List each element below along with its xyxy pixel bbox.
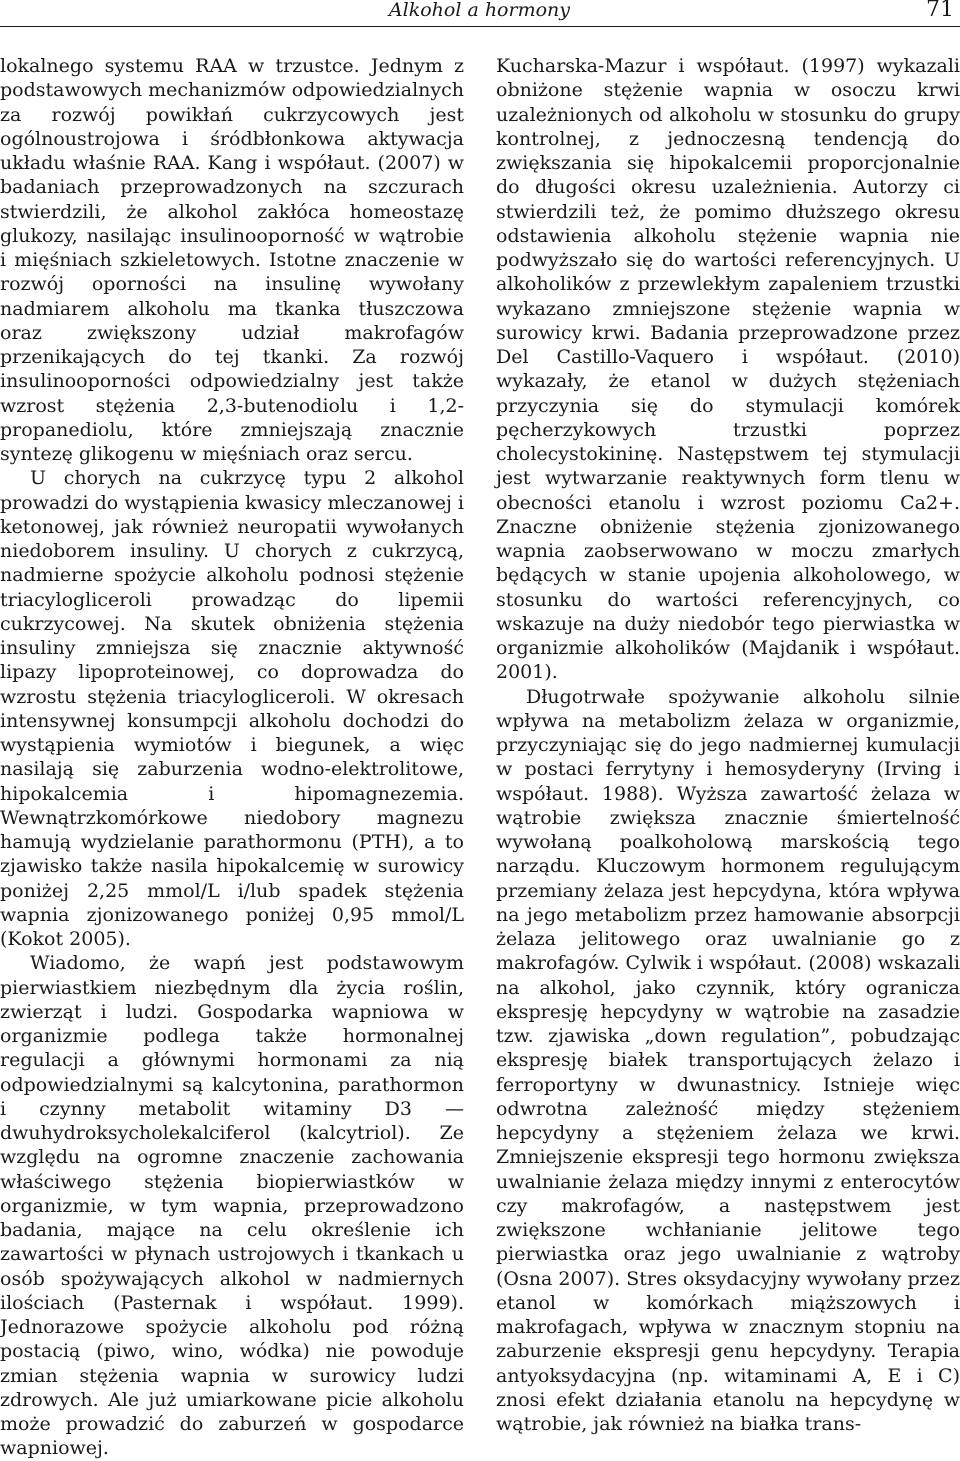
left-paragraph-2: U chorych na cukrzycę typu 2 alkohol prowadzi do wystąpienia kwasicy mleczanowej i ketonowej, jak również neuropatii wywołanych niedoborem insuliny. U chorych z cukrzycą, nadmierne spożycie alkoholu podnosi stężenie triacylogliceroli prowadząc do lipemii cukrzycowej. Na skutek obniżenia stężenia insuliny zmniejsza się znacznie aktywność lipazy lipoproteinowej, co doprowadza do wzrostu stężenia triacylogliceroli. W okresach intensywnej konsumpcji alkoholu dochodzi do wystąpienia wymiotów i biegunek, a więc nasilają się zaburzenia wodno-elektrolitowe, hipokalcemia i hipomagnezemia. Wewnątrzkomórkowe niedobory magnezu hamują wydzielanie parathormonu (PTH), a to zjawisko także nasila hipokalcemię w surowicy poniżej 2,25 mmol/L i/lub spadek stężenia wapnia zjonizowanego poniżej 0,95 mmol/L (Kokot 2005).	[0, 467, 464, 950]
running-title: Alkohol a hormony	[388, 0, 570, 21]
page-number: 71	[926, 0, 954, 22]
right-column	[496, 54, 960, 1436]
header-rule	[0, 26, 960, 27]
right-paragraph-1: Kucharska-Mazur i współaut. (1997) wykazali obniżone stężenie wapnia w osoczu krwi uzależnionych od alkoholu w stosunku do grupy kontrolnej, z jednoczesną tendencją do zwiększania się hipokalcemii proporcjonalnie do długości okresu uzależnienia. Autorzy ci stwierdzili też, że pomimo dłuższego okresu odstawienia alkoholu stężenie wapnia nie podwyższało się do wartości referencyjnych. U alkoholików z przewlekłym zapaleniem trzustki wykazano zmniejszone stężenie wapnia w surowicy krwi. Badania przeprowadzone przez Del Castillo-Vaquero i współaut. (2010) wykazały, że etanol w dużych stężeniach przyczynia się do stymulacji komórek pęcherzykowych trzustki poprzez cholecystokininę. Następstwem tej stymulacji jest wytwarzanie reaktywnych form tlenu w obecności etanolu i wzrost poziomu Ca2+. Znaczne obniżenie stężenia zjonizowanego wapnia zaobserwowano w moczu zmarłych będących w stanie upojenia alkoholowego, w stosunku do wartości referencyjnych, co wskazuje na duży niedobór tego pierwiastka w organizmie alkoholików (Majdanik i współaut. 2001).	[496, 55, 960, 684]
right-paragraph-2: Długotrwałe spożywanie alkoholu silnie wpływa na metabolizm żelaza w organizmie, przyczyniając się do jego nadmiernej kumulacji w postaci ferrytyny i hemosyderyny (Irving i współaut. 1988). Wyższa zawartość żelaza w wątrobie zwiększa znacznie śmiertelność wywołaną poalkoholową marskością tego narządu. Kluczowym hormonem regulującym przemiany żelaza jest hepcydyna, która wpływa na jego metabolizm przez hamowanie absorpcji żelaza jelitowego oraz uwalnianie go z makrofagów. Cylwik i współaut. (2008) wskazali na alkohol, jako czynnik, który ogranicza ekspresję hepcydyny w wątrobie na zasadzie tzw. zjawiska „down regulation”, pobudzając ekspresję białek transportujących żelazo i ferroportyny w dwunastnicy. Istnieje więc odwrotna zależność między stężeniem hepcydyny a stężeniem żelaza we krwi. Zmniejszenie ekspresji tego hormonu zwiększa uwalnianie żelaza między innymi z enterocytów czy makrofagów, a następstwem jest zwiększone wchłanianie jelitowe tego pierwiastka oraz jego uwalnianie z wątroby (Osna 2007). Stres oksydacyjny wywołany przez etanol w komórkach miąższowych i makrofagach, wpływa w znacznym stopniu na zaburzenie ekspresji genu hepcydyny. Terapia antyoksydacyjna (np. witaminami A, E i C) znosi efekt działania etanolu na hepcydynę w wątrobie, jak również na białka trans-	[496, 685, 960, 1435]
left-paragraph-3: Wiadomo, że wapń jest podstawowym pierwiastkiem niezbędnym dla życia roślin, zwierząt i ludzi. Gospodarka wapniowa w organizmie podlega także hormonalnej regulacji a głównymi hormonami za nią odpowiedzialnymi są kalcytonina, parathormon i czynny metabolit witaminy D3 — dwuhydroksycholekalciferol (kalcytriol). Ze względu na ogromne znaczenie zachowania właściwego stężenia biopierwiastków w organizmie, w tym wapnia, przeprowadzono badania, mające na celu określenie ich zawartości w płynach ustrojowych i tkankach u osób spożywających alkohol w nadmiernych ilościach (Pasternak i współaut. 1999). Jednorazowe spożycie alkoholu pod różną postacią (piwo, wino, wódka) nie powoduje zmian stężenia wapnia w surowicy ludzi zdrowych. Ale już umiarkowane picie alkoholu może prowadzić do zaburzeń w gospodarce wapniowej.	[0, 952, 464, 1460]
left-paragraph-1: lokalnego systemu RAA w trzustce. Jednym z podstawowych mechanizmów odpowiedzialnych za rozwój powikłań cukrzycowych jest ogólnoustrojowa i śródbłonkowa aktywacja układu właśnie RAA. Kang i współaut. (2007) w badaniach przeprowadzonych na szczurach stwierdzili, że alkohol zakłóca homeostazę glukozy, nasilając insulinooporność w wątrobie i mięśniach szkieletowych. Istotne znaczenie w rozwój oporności na insulinę wywołany nadmiarem alkoholu ma tkanka tłuszczowa oraz zwiększony udział makrofagów przenikających do tej tkanki. Za rozwój insulinooporności odpowiedzialny jest także wzrost stężenia 2,3-butenodiolu i 1,2-propanediolu, które zmniejszają znacznie syntezę glikogenu w mięśniach oraz sercu.	[0, 55, 464, 465]
page-header	[0, 0, 960, 30]
left-column	[0, 54, 464, 1461]
